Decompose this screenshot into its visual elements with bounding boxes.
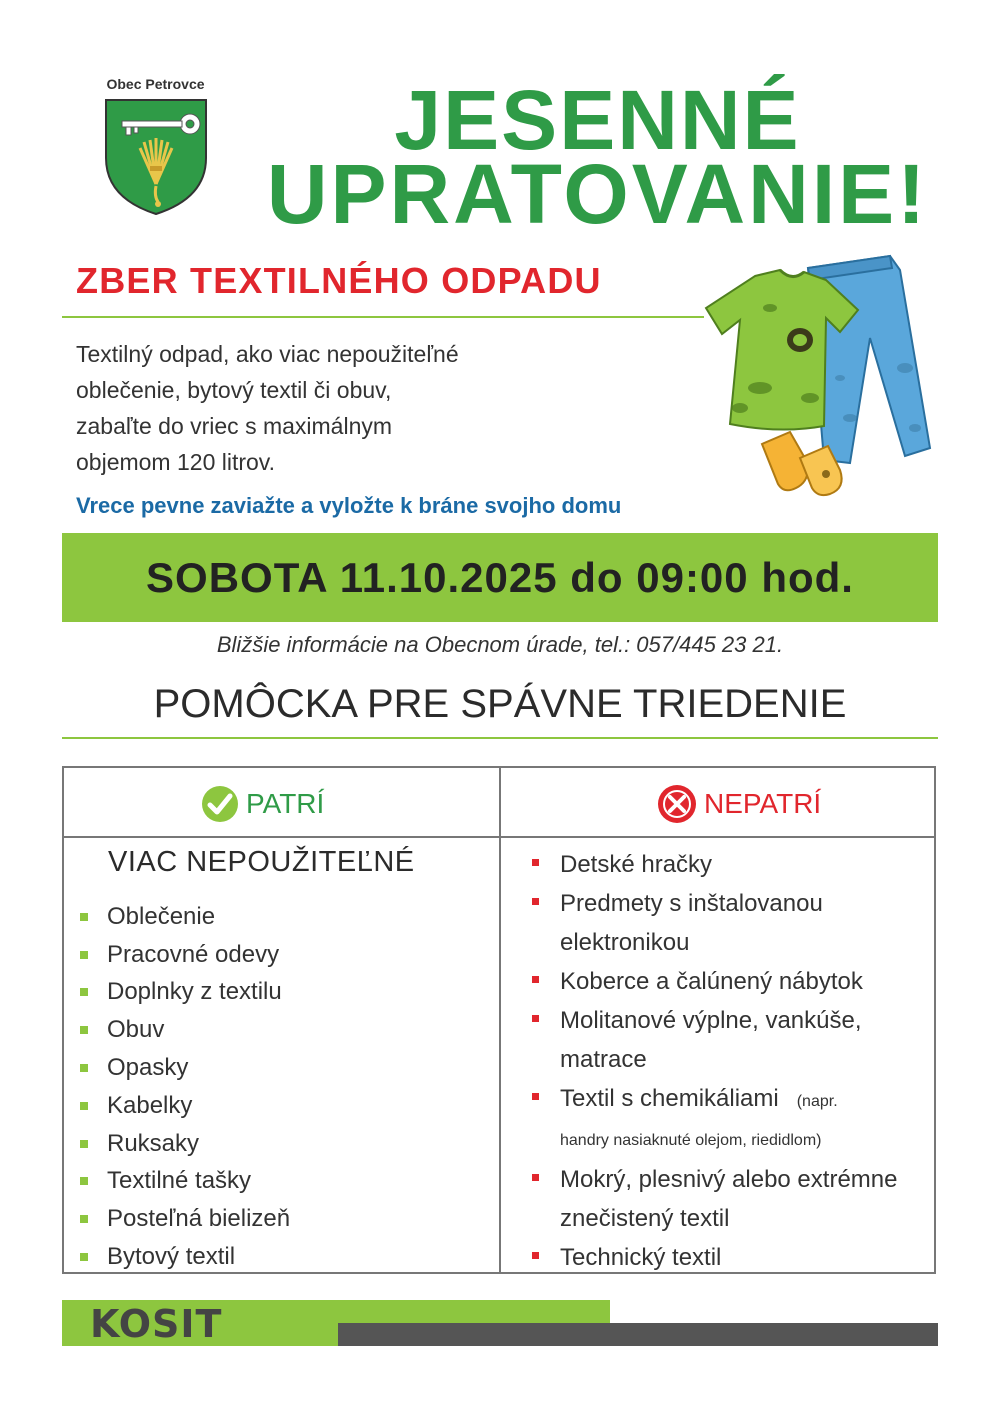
bullet-icon <box>80 913 88 921</box>
list-item-text: Molitanové výplne, vankúše, matrace <box>560 1007 862 1073</box>
list-item-text: Obuv <box>107 1016 165 1044</box>
list-item-text: Detské hračky <box>560 851 713 878</box>
list-item-text: Koberce a čalúnený nábytok <box>560 968 863 995</box>
coat-of-arms-icon <box>104 98 208 216</box>
table-header-divider <box>62 836 936 838</box>
bullet-icon <box>80 1026 88 1034</box>
belongs-list <box>80 898 290 1276</box>
table-divider <box>499 766 501 1274</box>
description-line: oblečenie, bytový textil či obuv, <box>76 377 392 403</box>
bullet-icon <box>80 988 88 996</box>
list-item <box>80 1011 290 1049</box>
list-item-text: Ruksaky <box>107 1129 200 1157</box>
list-item-text: Bytový textil <box>107 1243 236 1271</box>
bullet-icon <box>532 1015 539 1022</box>
collection-date: SOBOTA 11.10.2025 do 09:00 hod. <box>146 554 854 601</box>
list-item <box>532 1079 927 1160</box>
bullet-icon <box>532 1093 539 1100</box>
kosit-logo: KOSIT <box>90 1302 223 1346</box>
list-item <box>80 1200 290 1238</box>
headline-line-2: UPRATOVANIE! <box>266 147 929 241</box>
contact-info: Bližšie informácie na Obecnom úrade, tel.: 057/445 23 21. <box>216 632 784 657</box>
footer-gray-bar <box>338 1323 938 1346</box>
bullet-icon <box>532 1252 539 1259</box>
list-item-text: Predmety s inštalovanou elektronikou <box>560 890 823 956</box>
clothes-illustration <box>700 248 950 503</box>
list-item <box>80 974 290 1012</box>
list-item-text: Pracovné odevy <box>107 940 280 968</box>
not-belongs-header <box>656 782 821 826</box>
list-item <box>532 962 927 1001</box>
list-item-text: Opasky <box>107 1054 189 1082</box>
subtitle: ZBER TEXTILNÉHO ODPADU <box>76 260 602 301</box>
bullet-icon <box>80 1177 88 1185</box>
list-item-text: Mokrý, plesnivý alebo extrémne znečistený textil <box>560 1166 898 1232</box>
belongs-group-title: VIAC NEPOUŽITEĽNÉ <box>108 846 415 878</box>
note-text: (napr. <box>796 1093 838 1110</box>
sorting-guide-title: POMÔCKA PRE SPÁVNE TRIEDENIE <box>153 682 847 726</box>
list-item-text: Kabelky <box>107 1091 193 1119</box>
description-line: Textilný odpad, ako viac nepoužiteľné <box>76 341 459 367</box>
bullet-icon <box>532 898 539 905</box>
list-item-text: Textilné tašky <box>107 1167 252 1195</box>
bullet-icon <box>80 1102 88 1110</box>
note-text: handry nasiaknuté olejom, riedidlom) <box>560 1132 822 1149</box>
bullet-icon <box>532 859 539 866</box>
list-item <box>80 898 290 936</box>
bullet-icon <box>80 1064 88 1072</box>
bullet-icon <box>80 1140 88 1148</box>
belongs-header <box>200 782 324 826</box>
description-line: zabaľte do vriec s maximálnym <box>76 413 393 439</box>
municipality-name: Obec Petrovce <box>106 76 205 92</box>
list-item <box>80 1087 290 1125</box>
not-belongs-label: NEPATRÍ <box>704 788 822 819</box>
list-item-text: Doplnky z textilu <box>107 978 282 1006</box>
list-item <box>80 936 290 974</box>
headline-line-1: JESENNÉ <box>394 73 801 167</box>
list-item-text: Technický textil <box>560 1244 722 1271</box>
description <box>76 336 596 480</box>
list-item <box>532 1238 927 1277</box>
guide-title-underline <box>62 737 938 739</box>
bullet-icon <box>80 1215 88 1223</box>
list-item-text: Posteľná bielizeň <box>107 1205 291 1233</box>
belongs-label: PATRÍ <box>246 788 325 819</box>
description-line: objemom 120 litrov. <box>76 449 275 475</box>
x-circle-icon <box>656 783 698 825</box>
not-belongs-list <box>532 845 927 1277</box>
list-item <box>80 1238 290 1276</box>
list-item <box>532 884 927 962</box>
bullet-icon <box>532 976 539 983</box>
list-item <box>80 1163 290 1201</box>
check-circle-icon <box>200 784 240 824</box>
bullet-icon <box>532 1174 539 1181</box>
list-item-text: Textil s chemikáliami <box>560 1085 779 1112</box>
list-item <box>532 1001 927 1079</box>
list-item <box>80 1049 290 1087</box>
bullet-icon <box>80 951 88 959</box>
list-item <box>532 1160 927 1238</box>
instruction-text: Vrecе pevne zaviažte a vyložte k bráne svojho domu <box>76 493 622 518</box>
bullet-icon <box>80 1253 88 1261</box>
list-item-text: Oblečenie <box>107 902 216 930</box>
list-item <box>80 1125 290 1163</box>
subtitle-underline <box>62 316 704 318</box>
list-item <box>532 845 927 884</box>
